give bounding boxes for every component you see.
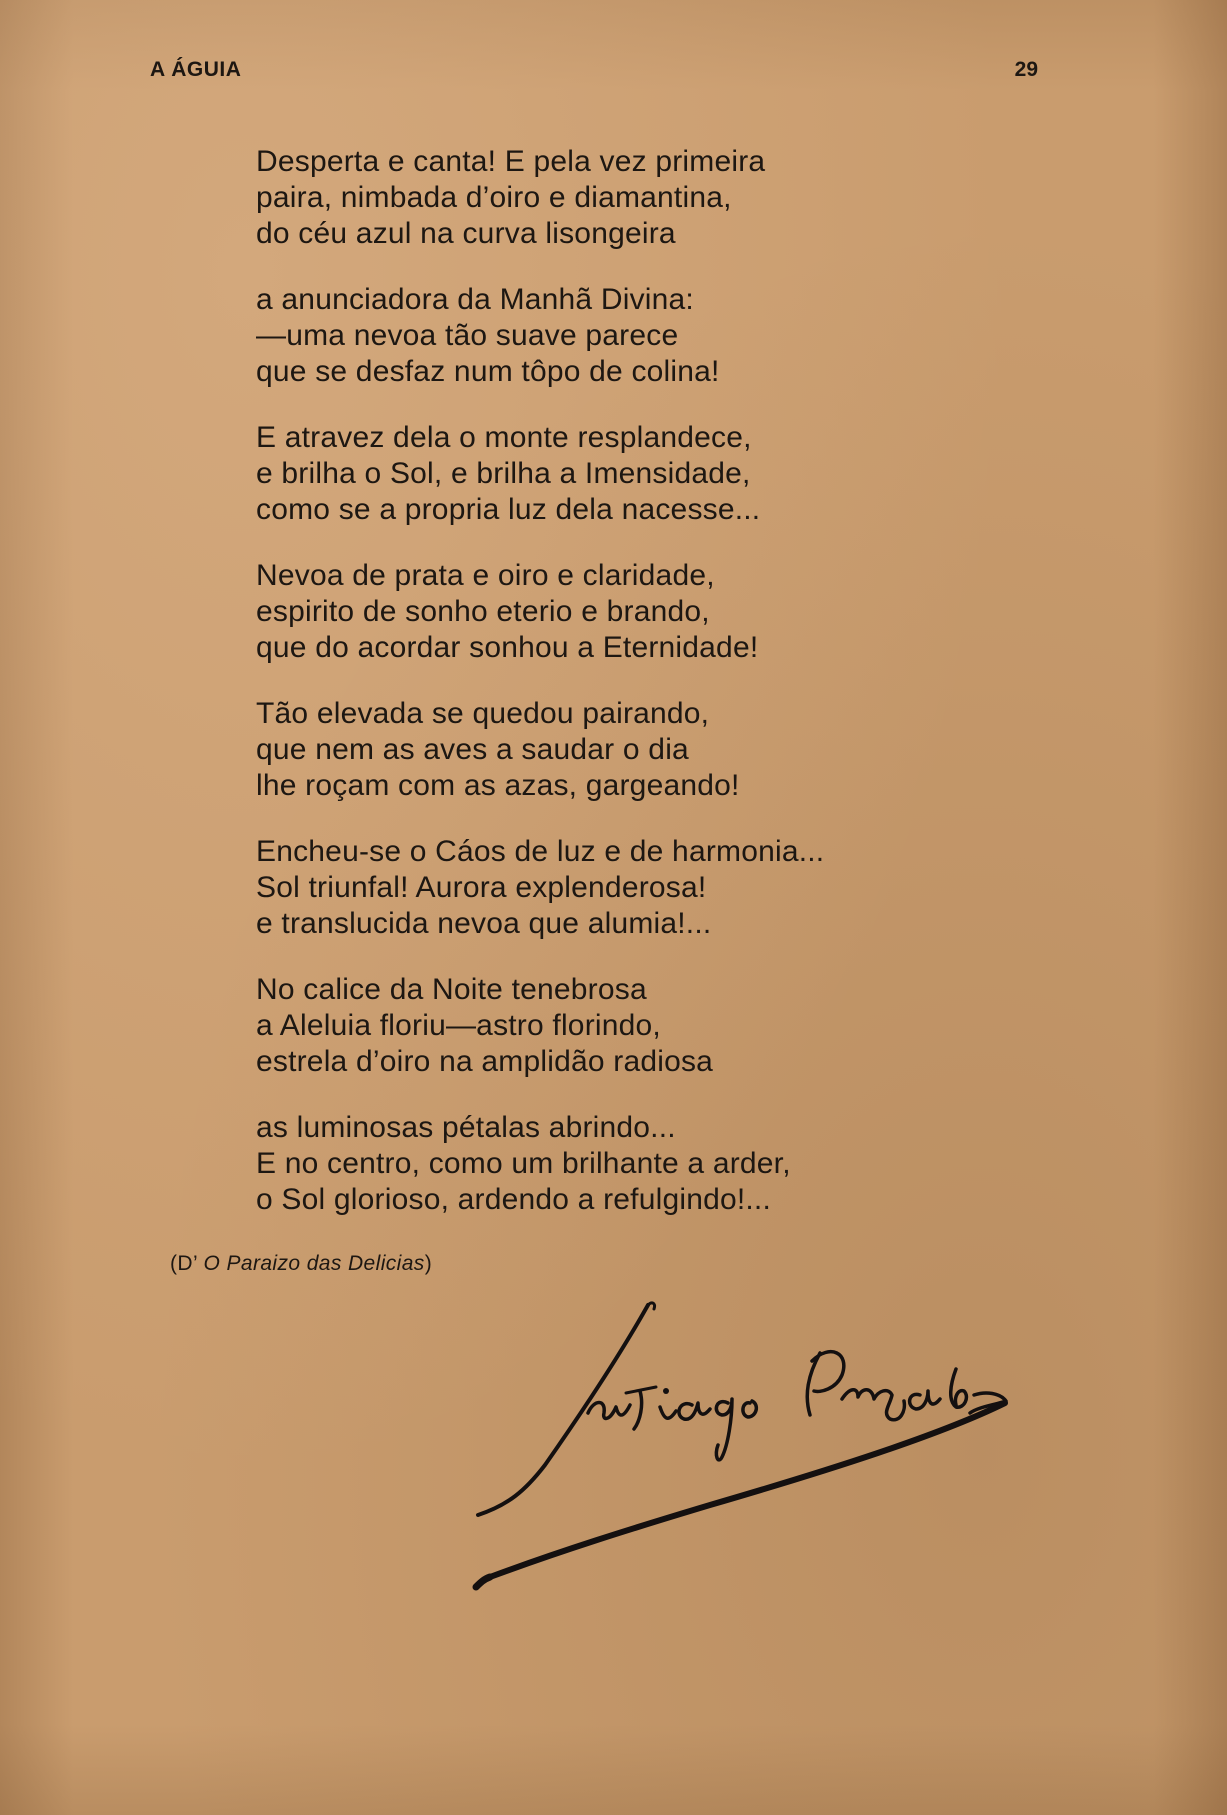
poem-line: Tão elevada se quedou pairando, bbox=[256, 697, 710, 730]
poem-line: espirito de sonho eterio e brando, bbox=[256, 595, 710, 628]
poem-line: Desperta e canta! E pela vez primeira bbox=[256, 145, 766, 178]
poem-line: que do acordar sonhou a Eternidade! bbox=[256, 631, 759, 664]
poem-line: Encheu-se o Cáos de luz e de harmonia... bbox=[256, 835, 825, 868]
signature-strokes bbox=[476, 1303, 1006, 1587]
poem-line: o Sol glorioso, ardendo a refulgindo!... bbox=[256, 1183, 771, 1216]
page-number: 29 bbox=[1014, 58, 1038, 81]
poem-line: que se desfaz num tôpo de colina! bbox=[256, 355, 720, 388]
page-header bbox=[150, 58, 1038, 98]
poem-line: e brilha o Sol, e brilha a Imensidade, bbox=[256, 457, 751, 490]
stanza bbox=[256, 972, 1016, 1080]
source-citation bbox=[170, 1252, 432, 1276]
poem-line: Sol triunfal! Aurora explenderosa! bbox=[256, 871, 707, 904]
stanza bbox=[256, 558, 1016, 666]
poem-line: No calice da Noite tenebrosa bbox=[256, 973, 647, 1006]
stanza bbox=[256, 834, 1016, 942]
poem-line: como se a propria luz dela nacesse... bbox=[256, 493, 761, 526]
poem-line: as luminosas pétalas abrindo... bbox=[256, 1111, 676, 1144]
poem-line: paira, nimbada d’oiro e diamantina, bbox=[256, 181, 732, 214]
poem bbox=[256, 144, 1016, 1248]
poem-line: E no centro, como um brilhante a arder, bbox=[256, 1147, 791, 1180]
poem-line: que nem as aves a saudar o dia bbox=[256, 733, 689, 766]
poem-line: a anunciadora da Manhã Divina: bbox=[256, 283, 694, 316]
poem-line: E atravez dela o monte resplandece, bbox=[256, 421, 752, 454]
stanza bbox=[256, 696, 1016, 804]
poem-line: e translucida nevoa que alumia!... bbox=[256, 907, 712, 940]
poem-line: Nevoa de prata e oiro e claridade, bbox=[256, 559, 715, 592]
source-prefix: (D’ bbox=[170, 1252, 204, 1275]
stanza bbox=[256, 144, 1016, 252]
poem-line: lhe roçam com as azas, gargeando! bbox=[256, 769, 740, 802]
poem-line: estrela d’oiro na amplidão radiosa bbox=[256, 1045, 714, 1078]
source-title: O Paraizo das Delicias bbox=[203, 1252, 425, 1275]
handwritten-signature bbox=[470, 1295, 1030, 1615]
poem-line: a Aleluia floriu—astro florindo, bbox=[256, 1009, 661, 1042]
journal-name: A ÁGUIA bbox=[150, 58, 242, 81]
poem-line: —uma nevoa tão suave parece bbox=[256, 319, 679, 352]
stanza bbox=[256, 1110, 1016, 1218]
poem-line: do céu azul na curva lisongeira bbox=[256, 217, 676, 250]
source-suffix: ) bbox=[424, 1252, 433, 1275]
stanza bbox=[256, 420, 1016, 528]
stanza bbox=[256, 282, 1016, 390]
